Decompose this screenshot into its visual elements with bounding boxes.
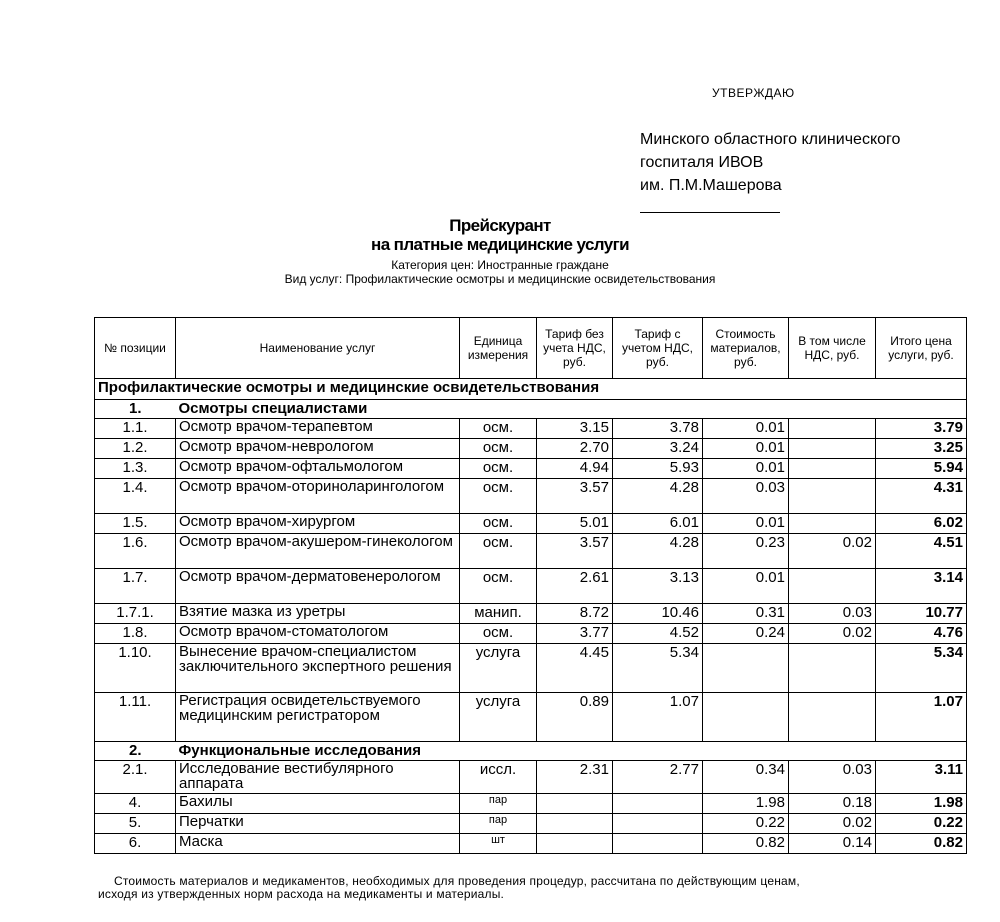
- row-number: 5.: [95, 814, 176, 834]
- tariff-cell: [537, 834, 613, 854]
- tariff-cell: 3.15: [537, 419, 613, 439]
- tariff-vat-cell: 4.28: [613, 534, 703, 569]
- unit-cell: осм.: [460, 459, 537, 479]
- materials-cell: 0.22: [703, 814, 789, 834]
- materials-cell: 0.01: [703, 514, 789, 534]
- total-cell: 3.11: [876, 761, 967, 794]
- row-number: 4.: [95, 794, 176, 814]
- service-name: Перчатки: [176, 814, 460, 834]
- group-title: Функциональные исследования: [176, 742, 967, 761]
- unit-cell: осм.: [460, 479, 537, 514]
- table-row: [95, 794, 967, 814]
- tariff-cell: 3.57: [537, 479, 613, 514]
- unit-cell: осм.: [460, 534, 537, 569]
- total-cell: 4.76: [876, 624, 967, 644]
- unit-cell: пар: [460, 814, 537, 834]
- vat-cell: [789, 459, 876, 479]
- tariff-vat-cell: [613, 794, 703, 814]
- service-name: Осмотр врачом-акушером-гинекологом: [176, 534, 460, 569]
- total-cell: 3.25: [876, 439, 967, 459]
- table-row: [95, 604, 967, 624]
- vat-cell: [789, 569, 876, 604]
- service-name: Вынесение врачом-специалистом заключительного экспертного решения: [176, 644, 460, 693]
- materials-cell: 0.31: [703, 604, 789, 624]
- vat-cell: [789, 514, 876, 534]
- tariff-vat-cell: [613, 814, 703, 834]
- service-name: Регистрация освидетельствуемого медицинским регистратором: [176, 693, 460, 742]
- tariff-cell: 8.72: [537, 604, 613, 624]
- unit-cell: осм.: [460, 569, 537, 604]
- total-cell: 1.98: [876, 794, 967, 814]
- column-header: Итого цена услуги, руб.: [876, 318, 967, 379]
- materials-cell: 0.23: [703, 534, 789, 569]
- table-row: [95, 624, 967, 644]
- tariff-vat-cell: 2.77: [613, 761, 703, 794]
- group-title: Осмотры специалистами: [176, 400, 967, 419]
- materials-cell: 0.82: [703, 834, 789, 854]
- service-name: Исследование вестибулярного аппарата: [176, 761, 460, 794]
- materials-cell: 0.01: [703, 439, 789, 459]
- materials-cell: 0.01: [703, 569, 789, 604]
- total-cell: 4.51: [876, 534, 967, 569]
- vat-cell: [789, 644, 876, 693]
- tariff-vat-cell: 1.07: [613, 693, 703, 742]
- tariff-vat-cell: 4.52: [613, 624, 703, 644]
- unit-cell: осм.: [460, 419, 537, 439]
- row-number: 1.7.1.: [95, 604, 176, 624]
- row-number: 1.3.: [95, 459, 176, 479]
- column-header: Единица измерения: [460, 318, 537, 379]
- service-name: Осмотр врачом-офтальмологом: [176, 459, 460, 479]
- materials-cell: 0.01: [703, 419, 789, 439]
- row-number: 1.7.: [95, 569, 176, 604]
- service-name: Бахилы: [176, 794, 460, 814]
- table-row: [95, 834, 967, 854]
- service-type: Вид услуг: Профилактические осмотры и медицинские освидетельствования: [284, 272, 716, 286]
- unit-cell: шт: [460, 834, 537, 854]
- table-row: [95, 419, 967, 439]
- organization-block: [640, 128, 900, 197]
- vat-cell: 0.02: [789, 814, 876, 834]
- unit-cell: услуга: [460, 693, 537, 742]
- column-header: Тариф с учетом НДС, руб.: [613, 318, 703, 379]
- tariff-cell: 2.61: [537, 569, 613, 604]
- row-number: 1.1.: [95, 419, 176, 439]
- organization-line: Минского областного клинического: [640, 131, 901, 148]
- tariff-cell: 3.77: [537, 624, 613, 644]
- organization-line: госпиталя ИВОВ: [640, 154, 764, 171]
- vat-cell: 0.02: [789, 534, 876, 569]
- organization-line: им. П.М.Машерова: [640, 177, 782, 194]
- row-number: 1.4.: [95, 479, 176, 514]
- group-row: [95, 400, 967, 419]
- row-number: 6.: [95, 834, 176, 854]
- materials-cell: 0.01: [703, 459, 789, 479]
- document-title: Прейскурант: [449, 216, 551, 235]
- table-row: [95, 459, 967, 479]
- service-name: Маска: [176, 834, 460, 854]
- unit-cell: пар: [460, 794, 537, 814]
- section-row: [95, 379, 967, 400]
- tariff-vat-cell: 3.78: [613, 419, 703, 439]
- service-name: Осмотр врачом-оториноларингологом: [176, 479, 460, 514]
- materials-cell: 0.34: [703, 761, 789, 794]
- total-cell: 5.94: [876, 459, 967, 479]
- column-header: В том числе НДС, руб.: [789, 318, 876, 379]
- column-header: Наименование услуг: [176, 318, 460, 379]
- vat-cell: [789, 419, 876, 439]
- unit-cell: осм.: [460, 624, 537, 644]
- row-number: 1.6.: [95, 534, 176, 569]
- service-name: Осмотр врачом-неврологом: [176, 439, 460, 459]
- row-number: 1.5.: [95, 514, 176, 534]
- materials-cell: 0.24: [703, 624, 789, 644]
- group-number: 1.: [95, 400, 176, 419]
- column-header: Тариф без учета НДС, руб.: [537, 318, 613, 379]
- footnote-line: Стоимость материалов и медикаментов, необходимых для проведения процедур, рассчитана по действующим ценам,: [114, 874, 800, 888]
- materials-cell: 0.03: [703, 479, 789, 514]
- vat-cell: 0.03: [789, 761, 876, 794]
- unit-cell: осм.: [460, 439, 537, 459]
- total-cell: 6.02: [876, 514, 967, 534]
- total-cell: 4.31: [876, 479, 967, 514]
- tariff-vat-cell: 3.13: [613, 569, 703, 604]
- tariff-vat-cell: 5.34: [613, 644, 703, 693]
- service-name: Осмотр врачом-стоматологом: [176, 624, 460, 644]
- vat-cell: [789, 479, 876, 514]
- row-number: 1.10.: [95, 644, 176, 693]
- table-row: [95, 479, 967, 514]
- vat-cell: 0.03: [789, 604, 876, 624]
- tariff-vat-cell: 10.46: [613, 604, 703, 624]
- unit-cell: услуга: [460, 644, 537, 693]
- tariff-vat-cell: 6.01: [613, 514, 703, 534]
- group-row: [95, 742, 967, 761]
- total-cell: 0.22: [876, 814, 967, 834]
- tariff-vat-cell: 3.24: [613, 439, 703, 459]
- tariff-vat-cell: [613, 834, 703, 854]
- tariff-cell: 0.89: [537, 693, 613, 742]
- tariff-cell: 5.01: [537, 514, 613, 534]
- row-number: 1.8.: [95, 624, 176, 644]
- materials-cell: 1.98: [703, 794, 789, 814]
- tariff-cell: 2.70: [537, 439, 613, 459]
- unit-cell: осм.: [460, 514, 537, 534]
- row-number: 1.11.: [95, 693, 176, 742]
- service-name: Взятие мазка из уретры: [176, 604, 460, 624]
- document-subtitle: на платные медицинские услуги: [371, 235, 629, 254]
- table-row: [95, 693, 967, 742]
- table-row: [95, 644, 967, 693]
- tariff-vat-cell: 4.28: [613, 479, 703, 514]
- column-header: № позиции: [95, 318, 176, 379]
- column-header: Стоимость материалов, руб.: [703, 318, 789, 379]
- approval-label: УТВЕРЖДАЮ: [712, 86, 795, 100]
- vat-cell: [789, 693, 876, 742]
- total-cell: 5.34: [876, 644, 967, 693]
- signature-line: [640, 212, 780, 213]
- tariff-cell: [537, 794, 613, 814]
- vat-cell: 0.14: [789, 834, 876, 854]
- price-category: Категория цен: Иностранные граждане: [391, 258, 609, 272]
- tariff-cell: [537, 814, 613, 834]
- section-title: Профилактические осмотры и медицинские освидетельствования: [95, 379, 967, 400]
- tariff-cell: 4.45: [537, 644, 613, 693]
- tariff-vat-cell: 5.93: [613, 459, 703, 479]
- table-row: [95, 761, 967, 794]
- total-cell: 3.14: [876, 569, 967, 604]
- footnote: [98, 875, 800, 901]
- vat-cell: 0.02: [789, 624, 876, 644]
- row-number: 2.1.: [95, 761, 176, 794]
- service-name: Осмотр врачом-терапевтом: [176, 419, 460, 439]
- total-cell: 0.82: [876, 834, 967, 854]
- table-row: [95, 534, 967, 569]
- vat-cell: 0.18: [789, 794, 876, 814]
- table-row: [95, 569, 967, 604]
- unit-cell: манип.: [460, 604, 537, 624]
- row-number: 1.2.: [95, 439, 176, 459]
- vat-cell: [789, 439, 876, 459]
- service-name: Осмотр врачом-дерматовенерологом: [176, 569, 460, 604]
- total-cell: 10.77: [876, 604, 967, 624]
- table-row: [95, 439, 967, 459]
- table-header-row: [95, 318, 967, 379]
- table-row: [95, 514, 967, 534]
- footnote-line: исходя из утвержденных норм расхода на медикаменты и материалы.: [98, 887, 505, 901]
- tariff-cell: 2.31: [537, 761, 613, 794]
- price-table: [94, 317, 967, 854]
- total-cell: 1.07: [876, 693, 967, 742]
- materials-cell: [703, 693, 789, 742]
- table-row: [95, 814, 967, 834]
- service-name: Осмотр врачом-хирургом: [176, 514, 460, 534]
- total-cell: 3.79: [876, 419, 967, 439]
- group-number: 2.: [95, 742, 176, 761]
- materials-cell: [703, 644, 789, 693]
- unit-cell: иссл.: [460, 761, 537, 794]
- tariff-cell: 3.57: [537, 534, 613, 569]
- tariff-cell: 4.94: [537, 459, 613, 479]
